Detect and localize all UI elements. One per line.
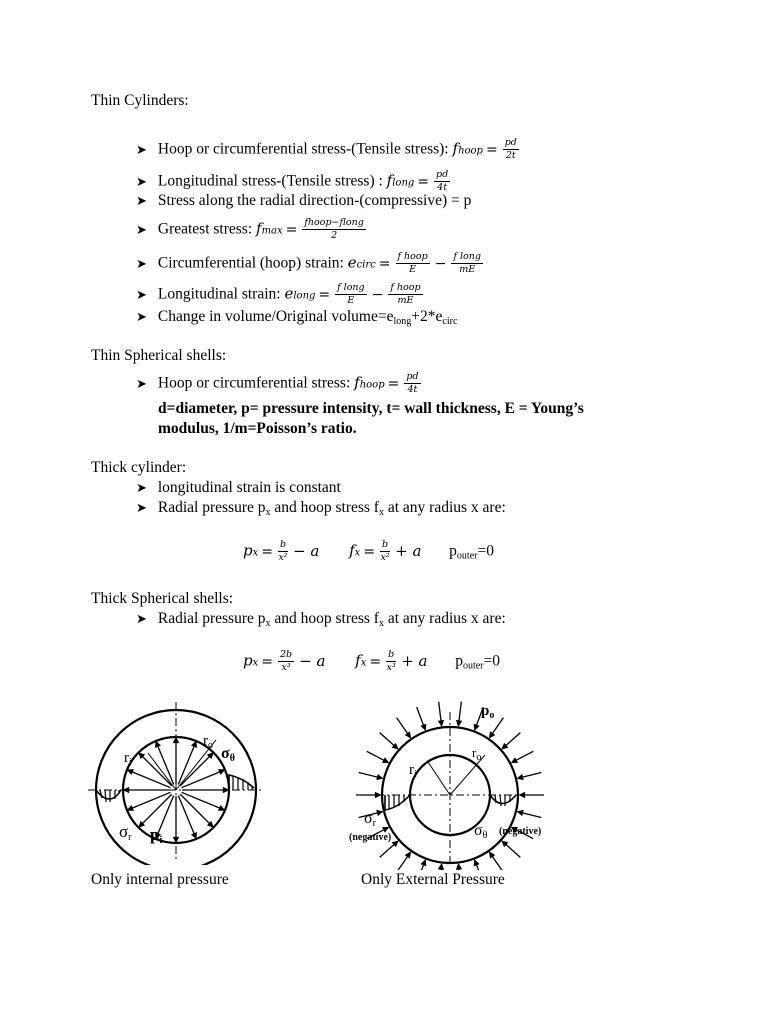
negative-label-2: (negative) (499, 826, 542, 837)
internal-pressure-caption: Only internal pressure (91, 871, 229, 888)
volume-change-item (136, 309, 457, 327)
greatest-stress-text: Greatest stress: (157, 220, 257, 238)
longitudinal-stress-text: Longitudinal stress-(Tensile stress) : (157, 172, 387, 190)
fraction: $\frac{2b}{\text{x³}}$ (279, 649, 293, 674)
volume-sub-long: long (393, 316, 412, 327)
arrow-head (377, 775, 382, 779)
thick-spherical-c: at any radius x are: (383, 610, 506, 627)
arrow-head (192, 742, 196, 747)
hoop-strain-text: Circumferential (hoop) strain: (157, 254, 348, 272)
px-tail: − a (293, 541, 320, 560)
arrow-head (406, 853, 410, 858)
arrow-head (474, 725, 478, 730)
fraction: $\frac{pd}{4t}$ (436, 169, 449, 194)
thick-item-2-sub2: x (378, 507, 384, 518)
fraction: $\frac{\text{fhoop−flong}}{2}$ (304, 217, 364, 242)
arrow-head (518, 811, 523, 815)
fraction: $\frac{b}{\text{x²}}$ (278, 539, 288, 564)
bullet-arrow-icon: ➤ (136, 611, 147, 626)
volume-mid: +2*e (411, 308, 443, 325)
formula-lhs-sub: long (392, 177, 415, 189)
thick-item-2 (136, 500, 506, 518)
formula-lhs-sub: max (261, 225, 283, 237)
fraction: $\frac{b}{\text{x³}}$ (386, 649, 396, 674)
arrow-head (490, 853, 494, 858)
arrow-head (422, 725, 426, 730)
ro-label: $r_o$ (203, 733, 213, 751)
arrow-head (128, 806, 133, 810)
arrow-head (223, 788, 228, 792)
spherical-hoop-item: ➤ Hoop or circumferential stress: fhoop = $\frac{pd}{4t}$ (136, 371, 419, 396)
formula-lhs-sub: hoop (359, 379, 385, 391)
longitudinal-stress-item: ➤ Longitudinal stress-(Tensile stress) : flong = $\frac{pd}{4t}$ (136, 169, 449, 194)
notation-line-2: modulus, 1/m=Poisson’s ratio. (158, 420, 357, 437)
external-pressure-caption: Only External Pressure (361, 871, 505, 888)
arrow-head (406, 732, 410, 737)
fraction: $\frac{\text{f hoop}}{E}$ (397, 251, 428, 276)
pouter-label: p (449, 542, 457, 560)
sigma-r-label: $\sigma_r$ (119, 822, 132, 843)
ri-label: $r_i$ (124, 750, 132, 768)
formula-lhs: f (354, 373, 360, 392)
thin-spherical-heading: Thin Spherical shells: (91, 347, 227, 364)
sigma-r-distribution (96, 790, 121, 802)
arrow-head (383, 828, 388, 832)
pouter-sub: outer (462, 660, 484, 672)
negative-label-1: (negative) (349, 832, 392, 843)
external-pressure-diagram (340, 700, 565, 870)
thick-item-2-b: and hoop stress f (270, 499, 379, 516)
longitudinal-strain-text: Longitudinal strain: (157, 285, 285, 303)
sigma-theta-label-right: $\sigma_\theta$ (474, 822, 488, 841)
greatest-stress-item: ➤ Greatest stress: fmax = $\frac{\text{fhoop−flong}}{2}$ (136, 217, 364, 242)
sigma-theta-distribution (229, 775, 254, 790)
formula-lhs: e (347, 253, 357, 272)
formula-lhs: e (284, 284, 294, 303)
fraction: $\frac{\text{f hoop}}{mE}$ (390, 282, 421, 307)
thick-cylinder-heading: Thick cylinder: (91, 459, 187, 476)
arrow-head (474, 860, 478, 865)
thick-item-2-a: Radial pressure p (157, 499, 266, 516)
fraction: $\frac{\text{f long}}{mE}$ (453, 251, 481, 276)
bullet-arrow-icon: ➤ (136, 255, 147, 271)
sigma-theta-distribution (490, 795, 516, 806)
pouter-sub: outer (456, 550, 478, 562)
fx-tail: + a (401, 651, 428, 670)
internal-pressure-diagram (88, 700, 268, 865)
thick-spherical-item (136, 611, 506, 629)
thick-spherical-sub1: x (265, 618, 271, 629)
sigma-r-label-right: $\sigma_r$ (364, 810, 376, 829)
arrow-head (174, 738, 178, 743)
sigma-r-distribution (385, 795, 410, 810)
hoop-stress-item: ➤ Hoop or circumferential stress-(Tensile stress): fhoop = $\frac{pd}{2t}$ (136, 137, 517, 162)
pouter-val: =0 (477, 542, 494, 560)
hoop-stress-text: Hoop or circumferential stress-(Tensile stress): (157, 140, 453, 158)
thick-spherical-heading: Thick Spherical shells: (91, 590, 234, 607)
longitudinal-strain-item: ➤ Longitudinal strain: elong = $\frac{\text{f long}}{E}$ − $\frac{\text{f hoop}}{mE}$ (136, 282, 421, 307)
fraction: $\frac{\text{f long}}{E}$ (337, 282, 365, 307)
ri-label-right: $r_i$ (409, 762, 417, 780)
thin-cylinders-heading: Thin Cylinders: (91, 92, 189, 109)
arrow-head (377, 811, 382, 815)
radial-stress-text: Stress along the radial direction-(compressive) = p (157, 192, 472, 209)
pi-label: $p_i$ (150, 825, 163, 846)
formula-lhs-sub: hoop (458, 145, 483, 157)
bullet-arrow-icon: ➤ (136, 500, 147, 515)
fraction: $\frac{pd}{4t}$ (406, 371, 419, 396)
bullet-arrow-icon: ➤ (136, 173, 147, 189)
bullet-arrow-icon: ➤ (136, 309, 147, 324)
arrow-head (520, 793, 525, 797)
arrow-head (219, 770, 224, 774)
fraction: $\frac{pd}{2t}$ (504, 137, 517, 162)
arrow-head (518, 775, 523, 779)
thick-item-1-text: longitudinal strain is constant (157, 479, 341, 496)
arrow-head (490, 732, 494, 737)
arrow-head (512, 758, 517, 762)
fraction: $\frac{b}{\text{x²}}$ (380, 539, 390, 564)
ro-label-right: $r_o$ (472, 745, 482, 763)
bullet-arrow-icon: ➤ (136, 375, 147, 391)
arrow-head (457, 721, 461, 726)
arrow-head (219, 806, 224, 810)
thick-item-1 (136, 480, 341, 496)
formula-lhs: f (386, 171, 393, 190)
arrow-head (383, 758, 388, 762)
fx-tail: + a (395, 541, 422, 560)
volume-change-text: Change in volume/Original volume=e (157, 308, 394, 325)
formula-lhs: f (452, 139, 459, 158)
arrow-head (422, 860, 426, 865)
notation-line-1: d=diameter, p= pressure intensity, t= wall thickness, E = Young’s (158, 400, 584, 417)
arrow-head (375, 793, 380, 797)
arrow-head (457, 864, 461, 869)
bullet-arrow-icon: ➤ (136, 221, 147, 237)
volume-sub-circ: circ (442, 316, 458, 327)
sigma-theta-label: $\sigma_\theta$ (221, 745, 235, 764)
px-tail: − a (299, 651, 326, 670)
formula-lhs-sub: long (293, 290, 316, 302)
arrow-head (439, 721, 443, 726)
formula-lhs-sub: circ (356, 259, 376, 271)
thick-spherical-b: and hoop stress f (270, 610, 379, 627)
thick-cylinder-formula: px = $\frac{b}{\text{x²}}$ − a fx = $\frac{b}{\text{x²}}$ + a $p_{outer}=0$ (243, 539, 494, 564)
arrow-head (192, 833, 196, 838)
formula-lhs: f (256, 219, 262, 238)
pouter-val: =0 (483, 652, 501, 670)
thick-spherical-formula: px = $\frac{2b}{\text{x³}}$ − a fx = $\frac{b}{\text{x³}}$ + a $p_{outer}=0$ (243, 649, 501, 674)
arrow-head (439, 864, 443, 869)
thick-spherical-a: Radial pressure p (157, 610, 266, 627)
po-label: $p_o$ (481, 703, 495, 721)
arrow-head (156, 742, 160, 747)
bullet-arrow-icon: ➤ (136, 286, 147, 302)
bullet-arrow-icon: ➤ (136, 480, 147, 495)
arrow-head (124, 788, 129, 792)
thick-item-2-c: at any radius x are: (383, 499, 506, 516)
thick-spherical-sub2: x (378, 618, 384, 629)
hoop-strain-item: ➤ Circumferential (hoop) strain: ecirc = $\frac{\text{f hoop}}{E}$ − $\frac{\text{f long}}{mE}$ (136, 251, 481, 276)
arrow-head (128, 770, 133, 774)
spherical-hoop-text: Hoop or circumferential stress: (157, 374, 355, 392)
thick-item-2-sub1: x (265, 507, 271, 518)
arrow-head (174, 837, 178, 842)
bullet-arrow-icon: ➤ (136, 141, 147, 157)
pouter-label: p (455, 652, 463, 670)
radial-stress-item (136, 193, 471, 209)
bullet-arrow-icon: ➤ (136, 193, 147, 208)
